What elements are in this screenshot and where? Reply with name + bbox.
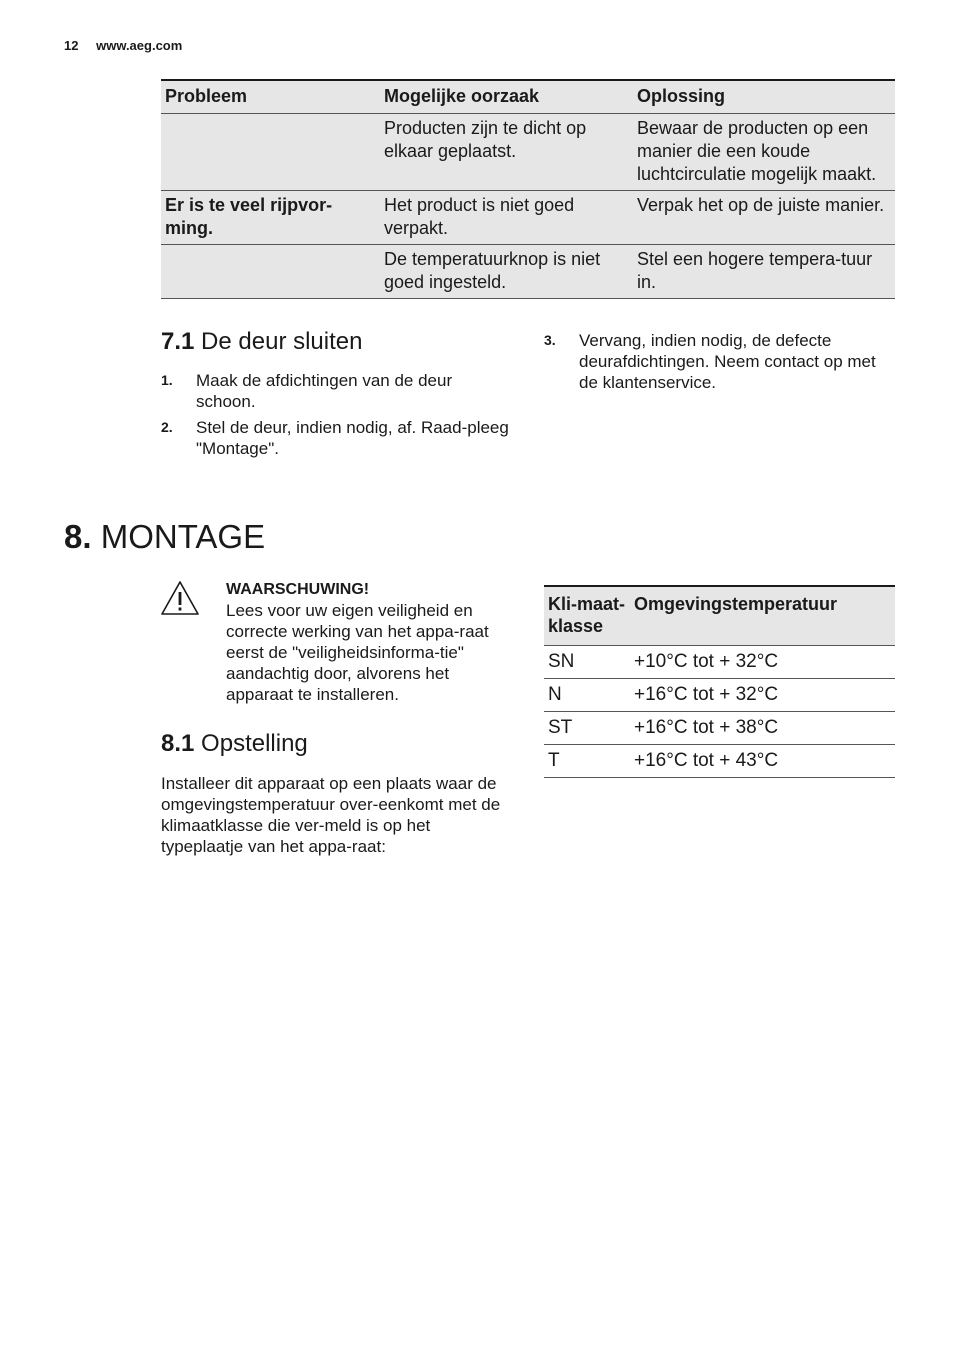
table-cell bbox=[161, 245, 380, 299]
table-cell: Er is te veel rijpvor-ming. bbox=[161, 191, 380, 245]
list-item bbox=[544, 330, 896, 393]
table-cell bbox=[161, 114, 380, 191]
table-cell: Producten zijn te dicht op elkaar geplaatst. bbox=[380, 114, 633, 191]
chapter-number: 8. bbox=[64, 518, 92, 555]
site-url[interactable]: www.aeg.com bbox=[96, 38, 183, 53]
page-header bbox=[64, 38, 182, 53]
table-cell: Verpak het op de juiste manier. bbox=[633, 191, 895, 245]
table-row bbox=[544, 745, 895, 778]
step-number: 1. bbox=[161, 372, 173, 388]
table-row bbox=[544, 646, 895, 679]
list-item bbox=[161, 370, 516, 412]
table-row bbox=[161, 114, 895, 191]
steps-list bbox=[161, 370, 516, 464]
table-row bbox=[544, 712, 895, 745]
steps-list-continued bbox=[544, 330, 896, 398]
section-title: Opstelling bbox=[201, 730, 308, 757]
table-cell: +16°C tot + 32°C bbox=[630, 679, 895, 712]
table-cell: SN bbox=[544, 646, 630, 679]
table-row bbox=[161, 245, 895, 299]
table-cell: ST bbox=[544, 712, 630, 745]
warning-icon bbox=[160, 580, 200, 616]
step-number: 2. bbox=[161, 419, 173, 435]
step-text: Vervang, indien nodig, de defecte deurafdichtingen. Neem contact op met de klantenservice. bbox=[579, 331, 876, 392]
section-number: 8.1 bbox=[161, 730, 195, 757]
table-cell: +16°C tot + 38°C bbox=[630, 712, 895, 745]
table-cell: N bbox=[544, 679, 630, 712]
warning-box bbox=[226, 579, 516, 705]
warning-text: Lees voor uw eigen veiligheid en correcte werking van het appa-raat eerst de "veiligheidsinforma-tie" aandachtig door, alvorens het apparaat te installeren. bbox=[226, 601, 489, 704]
table-cell: T bbox=[544, 745, 630, 778]
list-item bbox=[161, 417, 516, 459]
table-row bbox=[544, 679, 895, 712]
column-header: Mogelijke oorzaak bbox=[380, 80, 633, 114]
chapter-title: MONTAGE bbox=[100, 518, 266, 555]
section-7-1-heading bbox=[161, 328, 362, 356]
section-title: De deur sluiten bbox=[201, 328, 363, 355]
section-number: 7.1 bbox=[161, 328, 195, 355]
column-header: Oplossing bbox=[633, 80, 895, 114]
table-header-row bbox=[544, 586, 895, 646]
table-cell: +10°C tot + 32°C bbox=[630, 646, 895, 679]
column-header: Probleem bbox=[161, 80, 380, 114]
column-header: Kli-maat-klasse bbox=[544, 586, 630, 646]
table-cell: Stel een hogere tempera-tuur in. bbox=[633, 245, 895, 299]
step-text: Stel de deur, indien nodig, af. Raad-pleeg "Montage". bbox=[196, 418, 509, 458]
table-cell: Bewaar de producten op een manier die een koude luchtcirculatie mogelijk maakt. bbox=[633, 114, 895, 191]
warning-title: WAARSCHUWING! bbox=[226, 581, 370, 598]
climate-class-table bbox=[544, 585, 895, 778]
column-header: Omgevingstemperatuur bbox=[630, 586, 895, 646]
trouble-table bbox=[161, 79, 895, 299]
table-row bbox=[161, 191, 895, 245]
page-number: 12 bbox=[64, 38, 79, 53]
table-header-row bbox=[161, 80, 895, 114]
section-8-1-heading bbox=[161, 730, 308, 758]
installation-paragraph: Installeer dit apparaat op een plaats waar de omgevingstemperatuur over-eenkomt met de klimaatklasse die ver-meld is op het typeplaatje van het appa-raat: bbox=[161, 774, 501, 856]
table-cell: Het product is niet goed verpakt. bbox=[380, 191, 633, 245]
table-cell: De temperatuurknop is niet goed ingesteld. bbox=[380, 245, 633, 299]
chapter-heading bbox=[64, 518, 265, 556]
step-number: 3. bbox=[544, 332, 556, 348]
step-text: Maak de afdichtingen van de deur schoon. bbox=[196, 371, 453, 411]
table-cell: +16°C tot + 43°C bbox=[630, 745, 895, 778]
